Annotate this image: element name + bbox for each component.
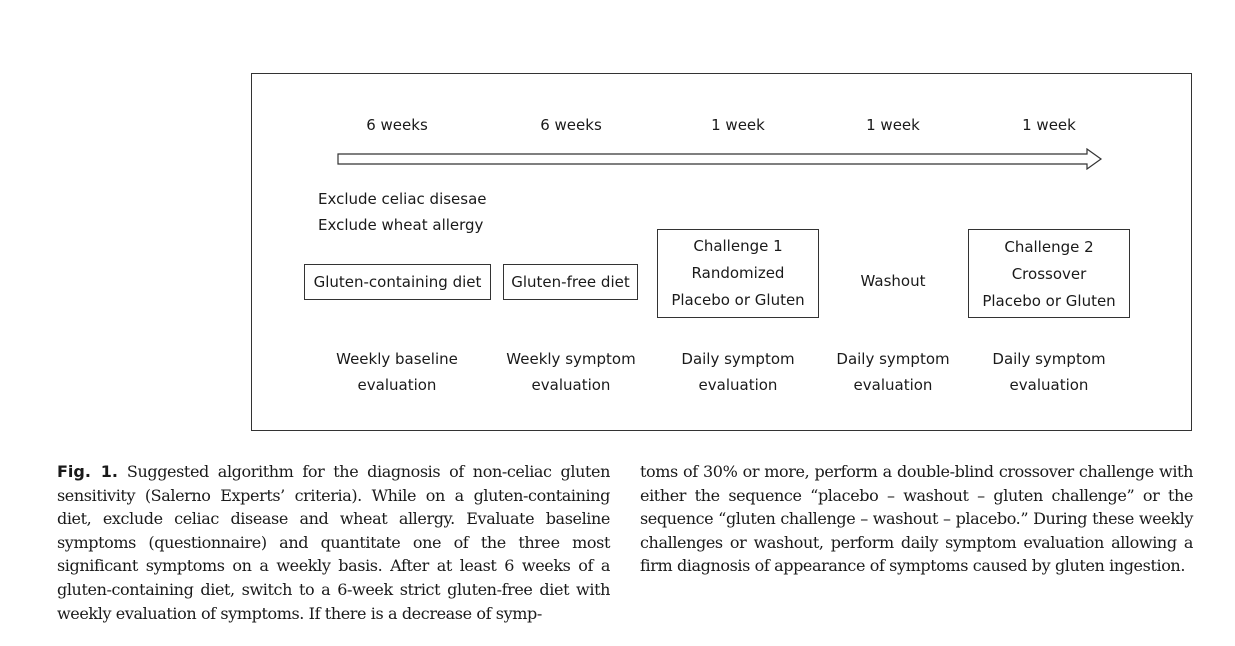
evaluation-line: evaluation <box>853 376 933 394</box>
challenge-method: Randomized <box>691 264 785 282</box>
challenge-arms: Placebo or Gluten <box>671 291 805 309</box>
challenge-method: Crossover <box>1011 265 1087 283</box>
evaluation-line: Weekly symptom <box>506 350 636 368</box>
duration-label: 6 weeks <box>540 116 602 134</box>
evaluation-line: evaluation <box>357 376 437 394</box>
duration-label: 1 week <box>866 116 920 134</box>
evaluation-line: evaluation <box>531 376 611 394</box>
evaluation-label <box>653 346 823 398</box>
evaluation-line: evaluation <box>1009 376 1089 394</box>
exclusion-wheat: Exclude wheat allergy <box>318 216 484 234</box>
evaluation-line: Daily symptom <box>992 350 1106 368</box>
phase-label: Gluten-containing diet <box>313 273 482 291</box>
figure-label: Fig. 1. <box>57 462 118 481</box>
duration-label: 1 week <box>711 116 765 134</box>
phase-gluten-free-diet <box>503 264 638 300</box>
phase-washout: Washout <box>860 272 926 290</box>
evaluation-label <box>312 346 482 398</box>
evaluation-line: Daily symptom <box>836 350 950 368</box>
evaluation-line: Daily symptom <box>681 350 795 368</box>
duration-label: 1 week <box>1022 116 1076 134</box>
exclusion-celiac: Exclude celiac disesae <box>318 190 487 208</box>
evaluation-line: Weekly baseline <box>336 350 458 368</box>
phase-challenge-1 <box>657 229 819 318</box>
duration-label: 6 weeks <box>366 116 428 134</box>
timeline-arrow-icon <box>337 148 1103 170</box>
figure-caption-right <box>640 460 1193 578</box>
phase-label: Gluten-free diet <box>511 273 630 291</box>
evaluation-label <box>964 346 1134 398</box>
figure-caption-left <box>57 460 610 625</box>
evaluation-label <box>808 346 978 398</box>
evaluation-label <box>486 346 656 398</box>
challenge-arms: Placebo or Gluten <box>982 292 1116 310</box>
caption-text: toms of 30% or more, perform a double-blind crossover challenge with either the sequence “placebo – washout – gluten challenge” or the sequence “gluten challenge – washout – placebo.” During these weekly challenges or washout, perform daily symptom evaluation allowing a firm diagnosis of appearance of symptoms caused by gluten ingestion. <box>640 462 1193 576</box>
phase-gluten-containing-diet <box>304 264 491 300</box>
challenge-title: Challenge 1 <box>693 237 783 255</box>
evaluation-line: evaluation <box>698 376 778 394</box>
phase-challenge-2 <box>968 229 1130 318</box>
challenge-title: Challenge 2 <box>1004 238 1094 256</box>
caption-text: Suggested algorithm for the diagnosis of non-celiac gluten sensitivity (Salerno Experts’ criteria). While on a gluten-containing diet, exclude celiac disease and wheat allergy. Evaluate baseline symptoms (questionnaire) and quantitate one of the three most significant symptoms on a weekly basis. After at least 6 weeks of a gluten-containing diet, switch to a 6-week strict gluten-free diet with weekly evaluation of symptoms. If there is a decrease of symp- <box>57 462 611 623</box>
